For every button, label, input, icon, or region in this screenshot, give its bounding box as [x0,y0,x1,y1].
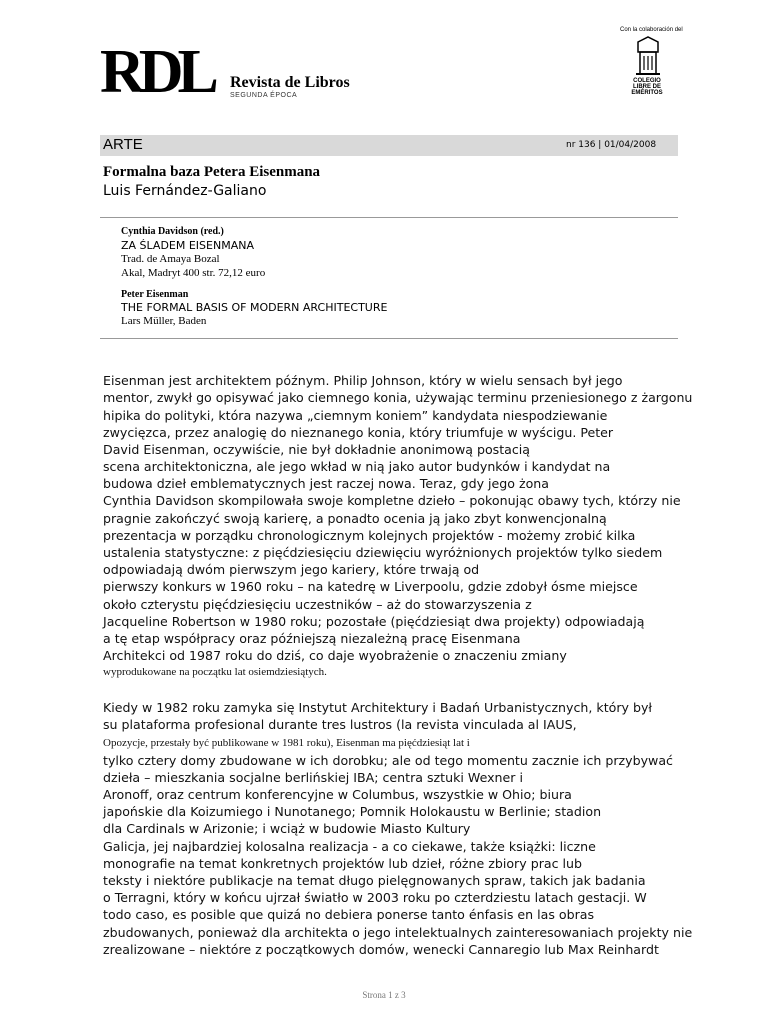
body-line: odpowiadają dwóm pierwszym jego kariery, które trwają od [103,562,480,577]
body-line: dzieła – mieszkania socjalne berlińskiej IBA; centra sztuki Wexner i [103,770,523,785]
body-line: pragnie zakończyć swoją karierę, a ponadto ocenia ją jako zbyt konwencjonalną [103,511,607,526]
publication-subtitle: SEGUNDA ÉPOCA [230,92,298,99]
body-line: japońskie dla Koizumiego i Nunotanego; Pomnik Holokaustu w Berlinie; stadion [103,804,602,819]
collaboration-text: Con la colaboración del [620,27,683,33]
body-line: ustalenia statystyczne: z pięćdziesięciu dziewięciu wyróżnionych projektów tylko siedem [103,545,663,560]
body-line: Eisenman jest architektem późnym. Philip Johnson, który w wielu sensach był jego [103,373,623,388]
book-author: Cynthia Davidson (red.) [121,226,224,237]
body-line: monografie na temat konkretnych projektów lub dzieł, różne zbiory prac lub [103,856,582,871]
body-line: scena architektoniczna, ale jego wkład w nią jako autor budynków i kandydat na [103,459,611,474]
body-line: Jacqueline Robertson w 1980 roku; pozostałe (pięćdziesiąt dwa projekty) odpowiadają [103,614,645,629]
body-line: David Eisenman, oczywiście, nie był dokładnie anonimową postacią [103,442,531,457]
divider-top [100,217,678,218]
article-title: Formalna baza Petera Eisenmana [103,164,321,180]
body-line: zbudowanych, ponieważ dla architekta o jego intelektualnych zainteresowaniach projekty nie [103,925,693,940]
body-line: Kiedy w 1982 roku zamyka się Instytut Architektury i Badań Urbanistycznych, który był [103,700,652,715]
emblem-text: COLEGIO LIBRE DE EMÉRITOS [631,78,663,96]
body-line: Cynthia Davidson skompilowała swoje kompletne dzieło – pokonując obawy tych, którzy nie [103,493,681,508]
body-line: a tę etap współpracy oraz późniejszą niezależną pracę Eisenmana [103,631,521,646]
book-detail: Trad. de Amaya Bozal [121,253,220,265]
body-line: o Terragni, który w końcu ujrzał światło w 2003 roku po czterdziestu latach gestacji. W [103,890,647,905]
logo-text: RDL [100,38,213,106]
body-line: zwycięzca, przez analogię do nieznanego konia, który triumfuje w wyścigu. Peter [103,425,614,440]
body-line: około czterystu pięćdziesięciu uczestników – aż do stowarzyszenia z [103,597,532,612]
body-line: Opozycje, przestały być publikowane w 1981 roku), Eisenman ma pięćdziesiąt lat i [103,737,470,749]
body-line: teksty i niektóre publikacje na temat długo pielęgnowanych spraw, takich jak badania [103,873,646,888]
body-line: dla Cardinals w Arizonie; i wciąż w budowie Miasto Kultury [103,821,471,836]
body-line: prezentacja w porządku chronologicznym kolejnych projektów - możemy zrobić kilka [103,528,636,543]
body-line: mentor, zwykł go opisywać jako ciemnego konia, używając terminu przeniesionego z żargonu [103,390,693,405]
book-title: ZA ŚLADEM EISENMANA [121,239,254,252]
body-line: pierwszy konkurs w 1960 roku – na katedrę w Liverpoolu, gdzie zdobył ósme miejsce [103,579,638,594]
body-line: Aronoff, oraz centrum konferencyjne w Columbus, wszystkie w Ohio; biura [103,787,572,802]
book-title: THE FORMAL BASIS OF MODERN ARCHITECTURE [121,301,388,314]
publication-title: Revista de Libros [230,74,350,91]
body-line: zrealizowane – niektóre z początkowych domów, wenecki Cannaregio lub Max Reinhardt [103,942,659,957]
body-line: todo caso, es posible que quizá no debiera ponerse tanto énfasis en las obras [103,907,595,922]
rdl-logo [100,38,213,106]
section-label: ARTE [103,136,143,153]
page-number: Strona 1 z 3 [362,990,406,1000]
body-line: budowa dzieł emblematycznych jest raczej nowa. Teraz, gdy jego żona [103,476,550,491]
issue-info: nr 136 | 01/04/2008 [566,140,657,150]
body-line: Architekci od 1987 roku do dziś, co daje wyobrażenie o znaczeniu zmiany [103,648,567,663]
body-line: su plataforma profesional durante tres lustros (la revista vinculada al IAUS, [103,717,577,732]
body-line: wyprodukowane na początku lat osiemdziesiątych. [103,666,327,678]
book-detail: Lars Müller, Baden [121,315,207,327]
body-line: Galicja, jej najbardziej kolosalna realizacja - a co ciekawe, także książki: liczne [103,839,596,854]
book-detail: Akal, Madryt 400 str. 72,12 euro [121,267,266,279]
divider-bottom [100,338,678,339]
body-line: hipika do polityki, która nazywa „ciemnym koniem” kandydata niespodziewanie [103,408,608,423]
article-author: Luis Fernández-Galiano [103,183,267,199]
body-line: tylko cztery domy zbudowane w ich dorobku; ale od tego momentu zacznie ich przybywać [103,753,673,768]
book-author: Peter Eisenman [121,289,189,300]
